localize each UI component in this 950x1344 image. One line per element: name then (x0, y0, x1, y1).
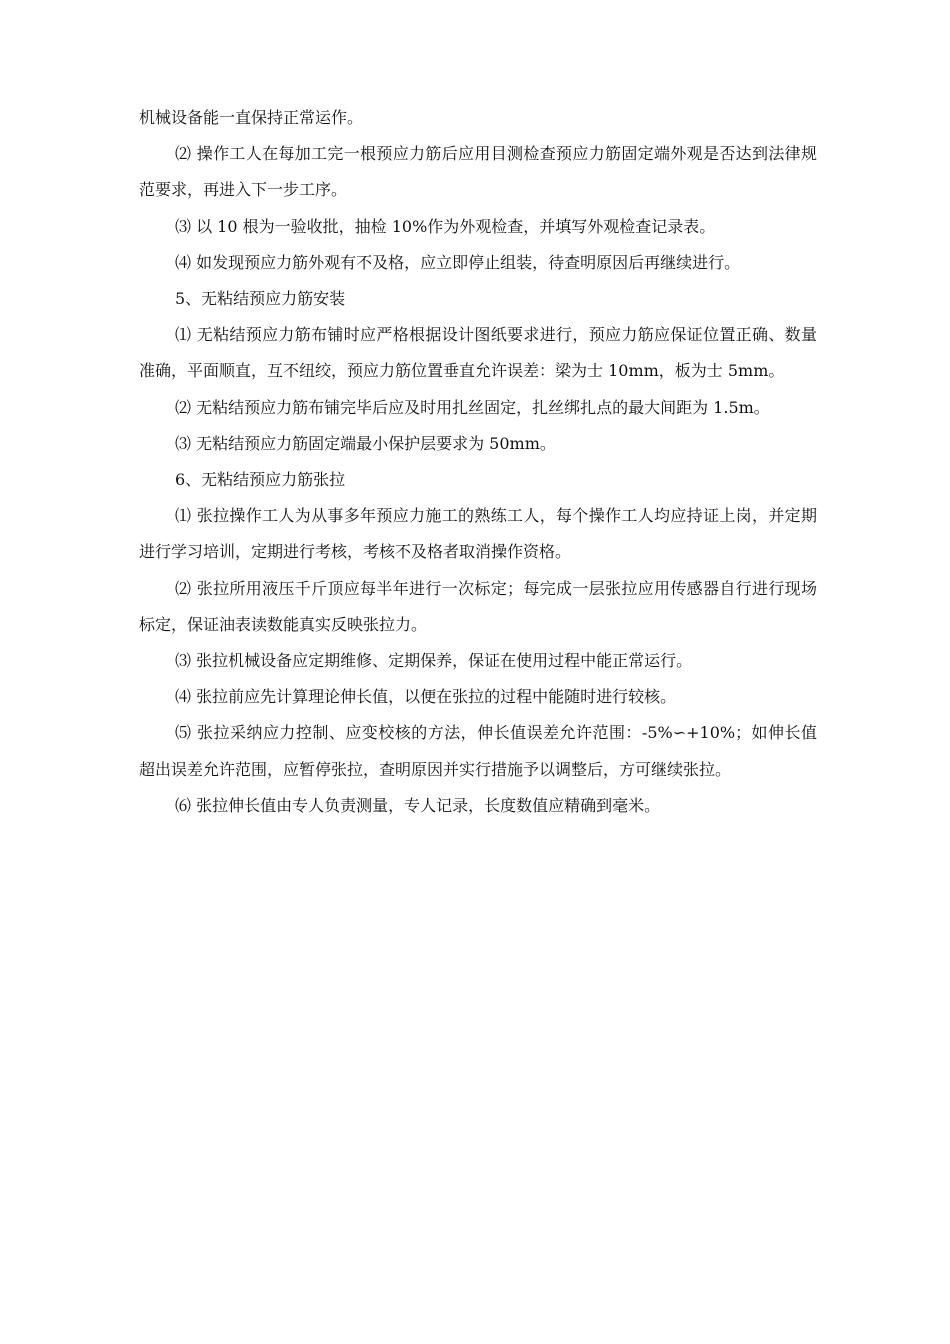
paragraph: ⑶ 无粘结预应力筋固定端最小保护层要求为 50mm。 (175, 433, 556, 453)
paragraph: ⑸ 张拉采纳应力控制、应变校核的方法，伸长值误差允许范围：-5%∽+10%；如伸长值超出误差允许范围，应暂停张拉，查明原因并实行措施予以调整后，方可继续张拉。 (139, 723, 817, 779)
paragraph: ⑷ 如发现预应力筋外观有不及格，应立即停止组装，待查明原因后再继续进行。 (175, 252, 741, 272)
paragraph: ⑹ 张拉伸长值由专人负责测量，专人记录，长度数值应精确到毫米。 (175, 795, 661, 815)
paragraph: ⑶ 以 10 根为一验收批，抽检 10%作为外观检查，并填写外观检查记录表。 (175, 216, 716, 236)
paragraph: ⑵ 操作工人在每加工完一根预应力筋后应用目测检查预应力筋固定端外观是否达到法律规范要求，再进入下一步工序。 (139, 144, 817, 200)
paragraph: ⑷ 张拉前应先计算理论伸长值，以便在张拉的过程中能随时进行较核。 (175, 687, 677, 707)
paragraph: ⑴ 张拉操作工人为从事多年预应力施工的熟练工人，每个操作工人均应持证上岗，并定期进行学习培训，定期进行考核，考核不及格者取消操作资格。 (139, 506, 817, 562)
paragraph: ⑵ 张拉所用液压千斤顶应每半年进行一次标定；每完成一层张拉应用传感器自行进行现场标定，保证油表读数能真实反映张拉力。 (139, 578, 817, 634)
section-heading: 5、无粘结预应力筋安装 (175, 289, 346, 309)
paragraph: ⑶ 张拉机械设备应定期维修、定期保养，保证在使用过程中能正常运行。 (175, 651, 693, 671)
section-heading: 6、无粘结预应力筋张拉 (175, 470, 346, 490)
paragraph: 机械设备能一直保持正常运作。 (139, 108, 364, 127)
paragraph: ⑵ 无粘结预应力筋布铺完毕后应及时用扎丝固定，扎丝绑扎点的最大间距为 1.5m。 (175, 397, 770, 417)
paragraph: ⑴ 无粘结预应力筋布铺时应严格根据设计图纸要求进行，预应力筋应保证位置正确、数量准确，平面顺直，互不纽绞，预应力筋位置垂直允许误差：梁为士 10mm，板为士 5mm。 (139, 325, 817, 381)
document-body (139, 100, 817, 824)
